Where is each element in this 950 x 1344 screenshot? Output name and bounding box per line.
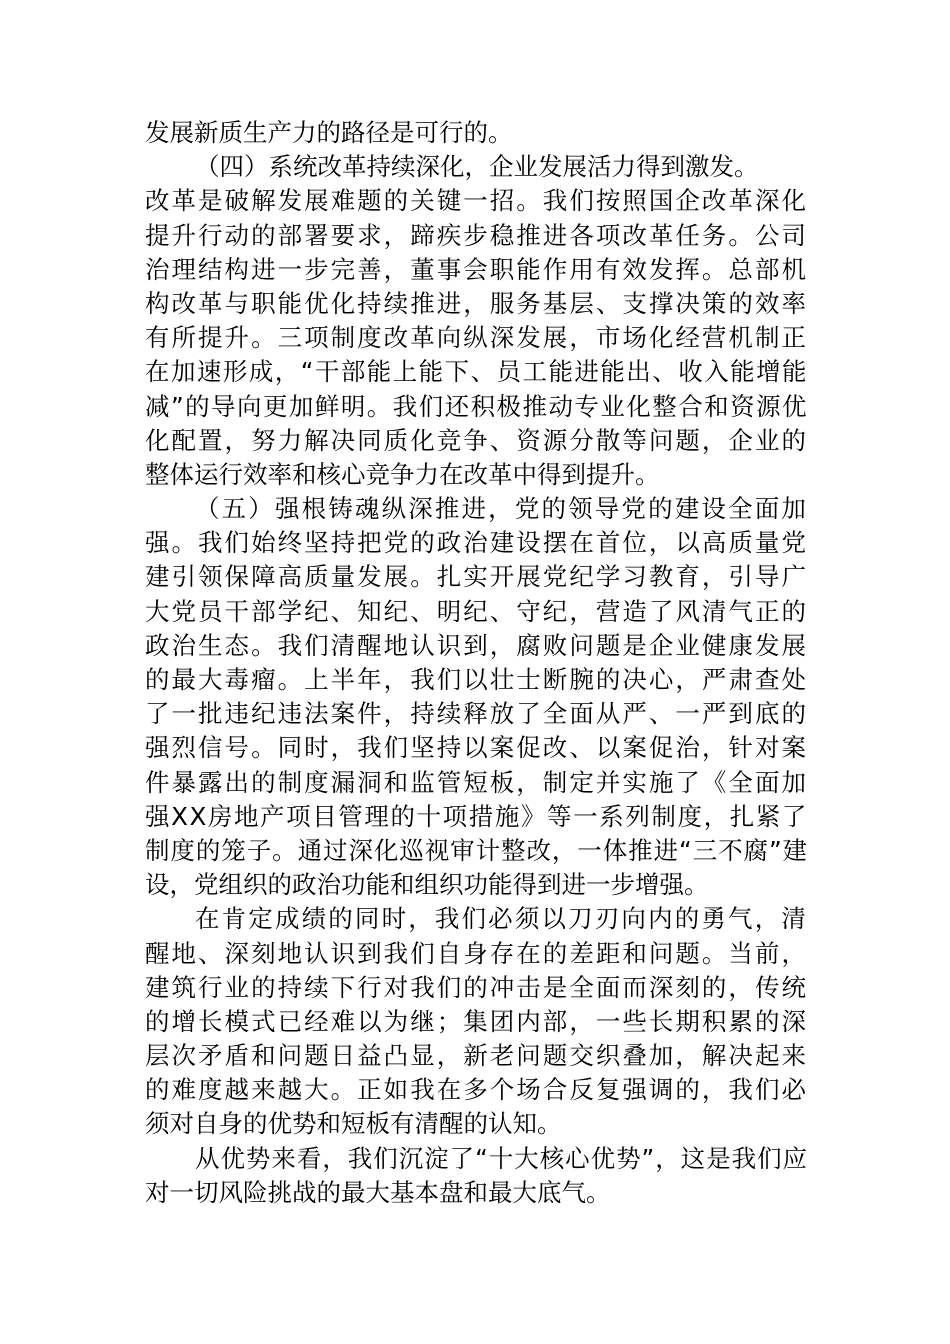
text-line: 设，党组织的政治功能和组织功能得到进一步增强。 — [145, 870, 709, 900]
text-line: 构改革与职能优化持续推进，服务基层、支撑决策的效率 — [145, 288, 808, 318]
text-line: 制度的笼子。通过深化巡视审计整改，一体推进“三不腐”建 — [145, 835, 808, 865]
text-line: 须对自身的优势和短板有清醒的认知。 — [145, 1109, 562, 1139]
text-line: 的难度越来越大。正如我在多个场合反复强调的，我们必 — [145, 1075, 808, 1105]
text-line: 减”的导向更加鲜明。我们还积极推动专业化整合和资源优 — [145, 391, 808, 421]
text-line: 从优势来看，我们沉淀了“十大核心优势”，这是我们应 — [195, 1143, 808, 1173]
text-line: 在加速形成，“干部能上能下、员工能进能出、收入能增能 — [145, 357, 808, 387]
text-line: 的增长模式已经难以为继；集团内部，一些长期积累的深 — [145, 1006, 808, 1036]
text-line: 件暴露出的制度漏洞和监管短板，制定并实施了《全面加 — [145, 767, 808, 797]
text-line: 发展新质生产力的路径是可行的。 — [145, 118, 513, 147]
text-line: 强烈信号。同时，我们坚持以案促改、以案促治，针对案 — [145, 733, 808, 763]
text-line: 有所提升。三项制度改革向纵深发展，市场化经营机制正 — [145, 323, 808, 353]
text-line: 整体运行效率和核心竞争力在改革中得到提升。 — [145, 459, 660, 489]
text-line: 层次矛盾和问题日益凸显，新老问题交织叠加，解决起来 — [145, 1041, 808, 1071]
text-line: 强XX房地产项目管理的十项措施》等一系列制度，扎紧了 — [145, 801, 808, 831]
text-line: 对一切风险挑战的最大基本盘和最大底气。 — [145, 1177, 611, 1207]
text-line: 醒地、深刻地认识到我们自身存在的差距和问题。当前， — [145, 938, 808, 968]
text-line: 了一批违纪违法案件，持续释放了全面从严、一严到底的 — [145, 699, 808, 729]
text-line: 的最大毒瘤。上半年，我们以壮士断腕的决心，严肃查处 — [145, 665, 808, 694]
text-line: 提升行动的部署要求，蹄疾步稳推进各项改革任务。公司 — [145, 220, 808, 250]
text-line: 治理结构进一步完善，董事会职能作用有效发挥。总部机 — [145, 254, 808, 284]
text-line: 强。我们始终坚持把党的政治建设摆在首位，以高质量党 — [145, 528, 808, 558]
text-line: （五）强根铸魂纵深推进，党的领导党的建设全面加 — [195, 494, 808, 524]
text-line: 政治生态。我们清醒地认识到，腐败问题是企业健康发展 — [145, 630, 808, 660]
text-line: 化配置，努力解决同质化竞争、资源分散等问题，企业的 — [145, 425, 808, 455]
text-line: 建筑行业的持续下行对我们的冲击是全面而深刻的，传统 — [145, 972, 808, 1002]
document-page — [145, 116, 808, 1210]
text-line: 大党员干部学纪、知纪、明纪、守纪，营造了风清气正的 — [145, 596, 808, 626]
text-line: （四）系统改革持续深化，企业发展活力得到激发。 — [195, 152, 759, 182]
text-line: 在肯定成绩的同时，我们必须以刀刃向内的勇气，清 — [195, 904, 808, 934]
text-line: 建引领保障高质量发展。扎实开展党纪学习教育，引导广 — [145, 562, 808, 592]
text-line: 改革是破解发展难题的关键一招。我们按照国企改革深化 — [145, 186, 808, 216]
